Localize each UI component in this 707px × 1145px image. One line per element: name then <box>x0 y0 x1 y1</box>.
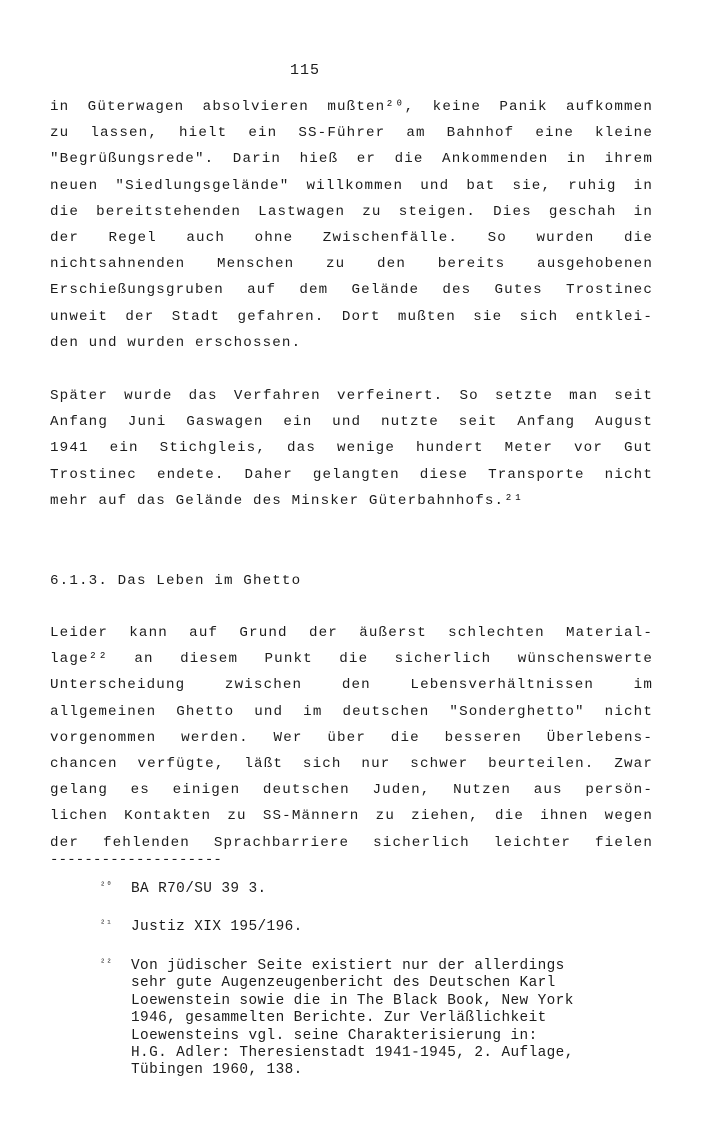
footnote-text: H.G. Adler: Theresienstadt 1941-1945, 2. Auflage, <box>131 1045 574 1062</box>
text-line: Erschießungsgruben auf dem Gelände des Gutes Trostinec <box>50 282 653 299</box>
text-line: der fehlenden Sprachbarriere sicherlich leichter fielen <box>50 834 653 851</box>
text-line: unweit der Stadt gefahren. Dort mußten sie sich entklei- <box>50 308 653 325</box>
footnote-text: Tübingen 1960, 138. <box>131 1062 303 1079</box>
text-line: 1941 ein Stichgleis, das wenige hundert Meter vor Gut <box>50 440 653 457</box>
footnote-mark: ²⁰ <box>100 881 113 891</box>
footnote-text: Von jüdischer Seite existiert nur der allerdings <box>131 958 565 974</box>
footnote-text: 1946, gesammelten Berichte. Zur Verläßlichkeit <box>131 1010 547 1027</box>
footnote-mark: ²¹ <box>100 919 113 929</box>
footnote-text: Loewensteins vgl. seine Charakterisierung in: <box>131 1027 538 1044</box>
page-number: 115 <box>289 62 320 79</box>
text-line: in Güterwagen absolvieren mußten²⁰, keine Panik aufkommen <box>50 99 653 115</box>
text-line: neuen "Siedlungsgelände" willkommen und bat sie, ruhig in <box>50 177 653 194</box>
text-line: gelang es einigen deutschen Juden, Nutzen aus persön- <box>50 782 653 799</box>
footnote-text: Justiz XIX 195/196. <box>131 919 303 935</box>
text-line: Später wurde das Verfahren verfeinert. So setzte man seit <box>50 388 653 404</box>
text-line: Trostinec endete. Daher gelangten diese Transporte nicht <box>50 466 653 483</box>
text-line: Unterscheidung zwischen den Lebensverhältnissen im <box>50 677 653 694</box>
footnote-text: sehr gute Augenzeugenbericht des Deutschen Karl <box>131 975 556 992</box>
text-line: vorgenommen werden. Wer über die besseren Überlebens- <box>50 729 653 746</box>
text-line: "Begrüßungsrede". Darin hieß er die Ankommenden in ihrem <box>50 151 653 168</box>
footnote-text: Loewenstein sowie die in The Black Book, New York <box>131 992 574 1009</box>
paragraph-deportation-arrival <box>50 94 653 356</box>
text-line: allgemeinen Ghetto und im deutschen "Sonderghetto" nicht <box>50 703 653 720</box>
text-line: Anfang Juni Gaswagen ein und nutzte seit Anfang August <box>50 414 653 431</box>
text-line: der Regel auch ohne Zwischenfälle. So wurden die <box>50 229 653 246</box>
text-line: Leider kann auf Grund der äußerst schlechten Material- <box>50 625 653 641</box>
footnote-mark: ²² <box>100 958 113 968</box>
text-line: lichen Kontakten zu SS-Männern zu ziehen, die ihnen wegen <box>50 808 653 825</box>
paragraph-gas-vans <box>50 383 653 514</box>
paragraph-ghetto-life <box>50 620 653 856</box>
text-line: die bereitstehenden Lastwagen zu steigen. Dies geschah in <box>50 203 653 220</box>
text-line: chancen verfügte, läßt sich nur schwer beurteilen. Zwar <box>50 755 653 772</box>
text-line: mehr auf das Gelände des Minsker Güterbahnhofs.²¹ <box>50 492 524 509</box>
text-line: zu lassen, hielt ein SS-Führer am Bahnhof eine kleine <box>50 125 653 142</box>
footnote-separator: -------------------- <box>50 852 223 868</box>
footnote-text: BA R70/SU 39 3. <box>131 881 267 897</box>
text-line: lage²² an diesem Punkt die sicherlich wünschenswerte <box>50 651 653 668</box>
section-heading: 6.1.3. Das Leben im Ghetto <box>50 573 302 589</box>
text-line: den und wurden erschossen. <box>50 334 302 351</box>
text-line: nichtsahnenden Menschen zu den bereits ausgehobenen <box>50 256 653 273</box>
